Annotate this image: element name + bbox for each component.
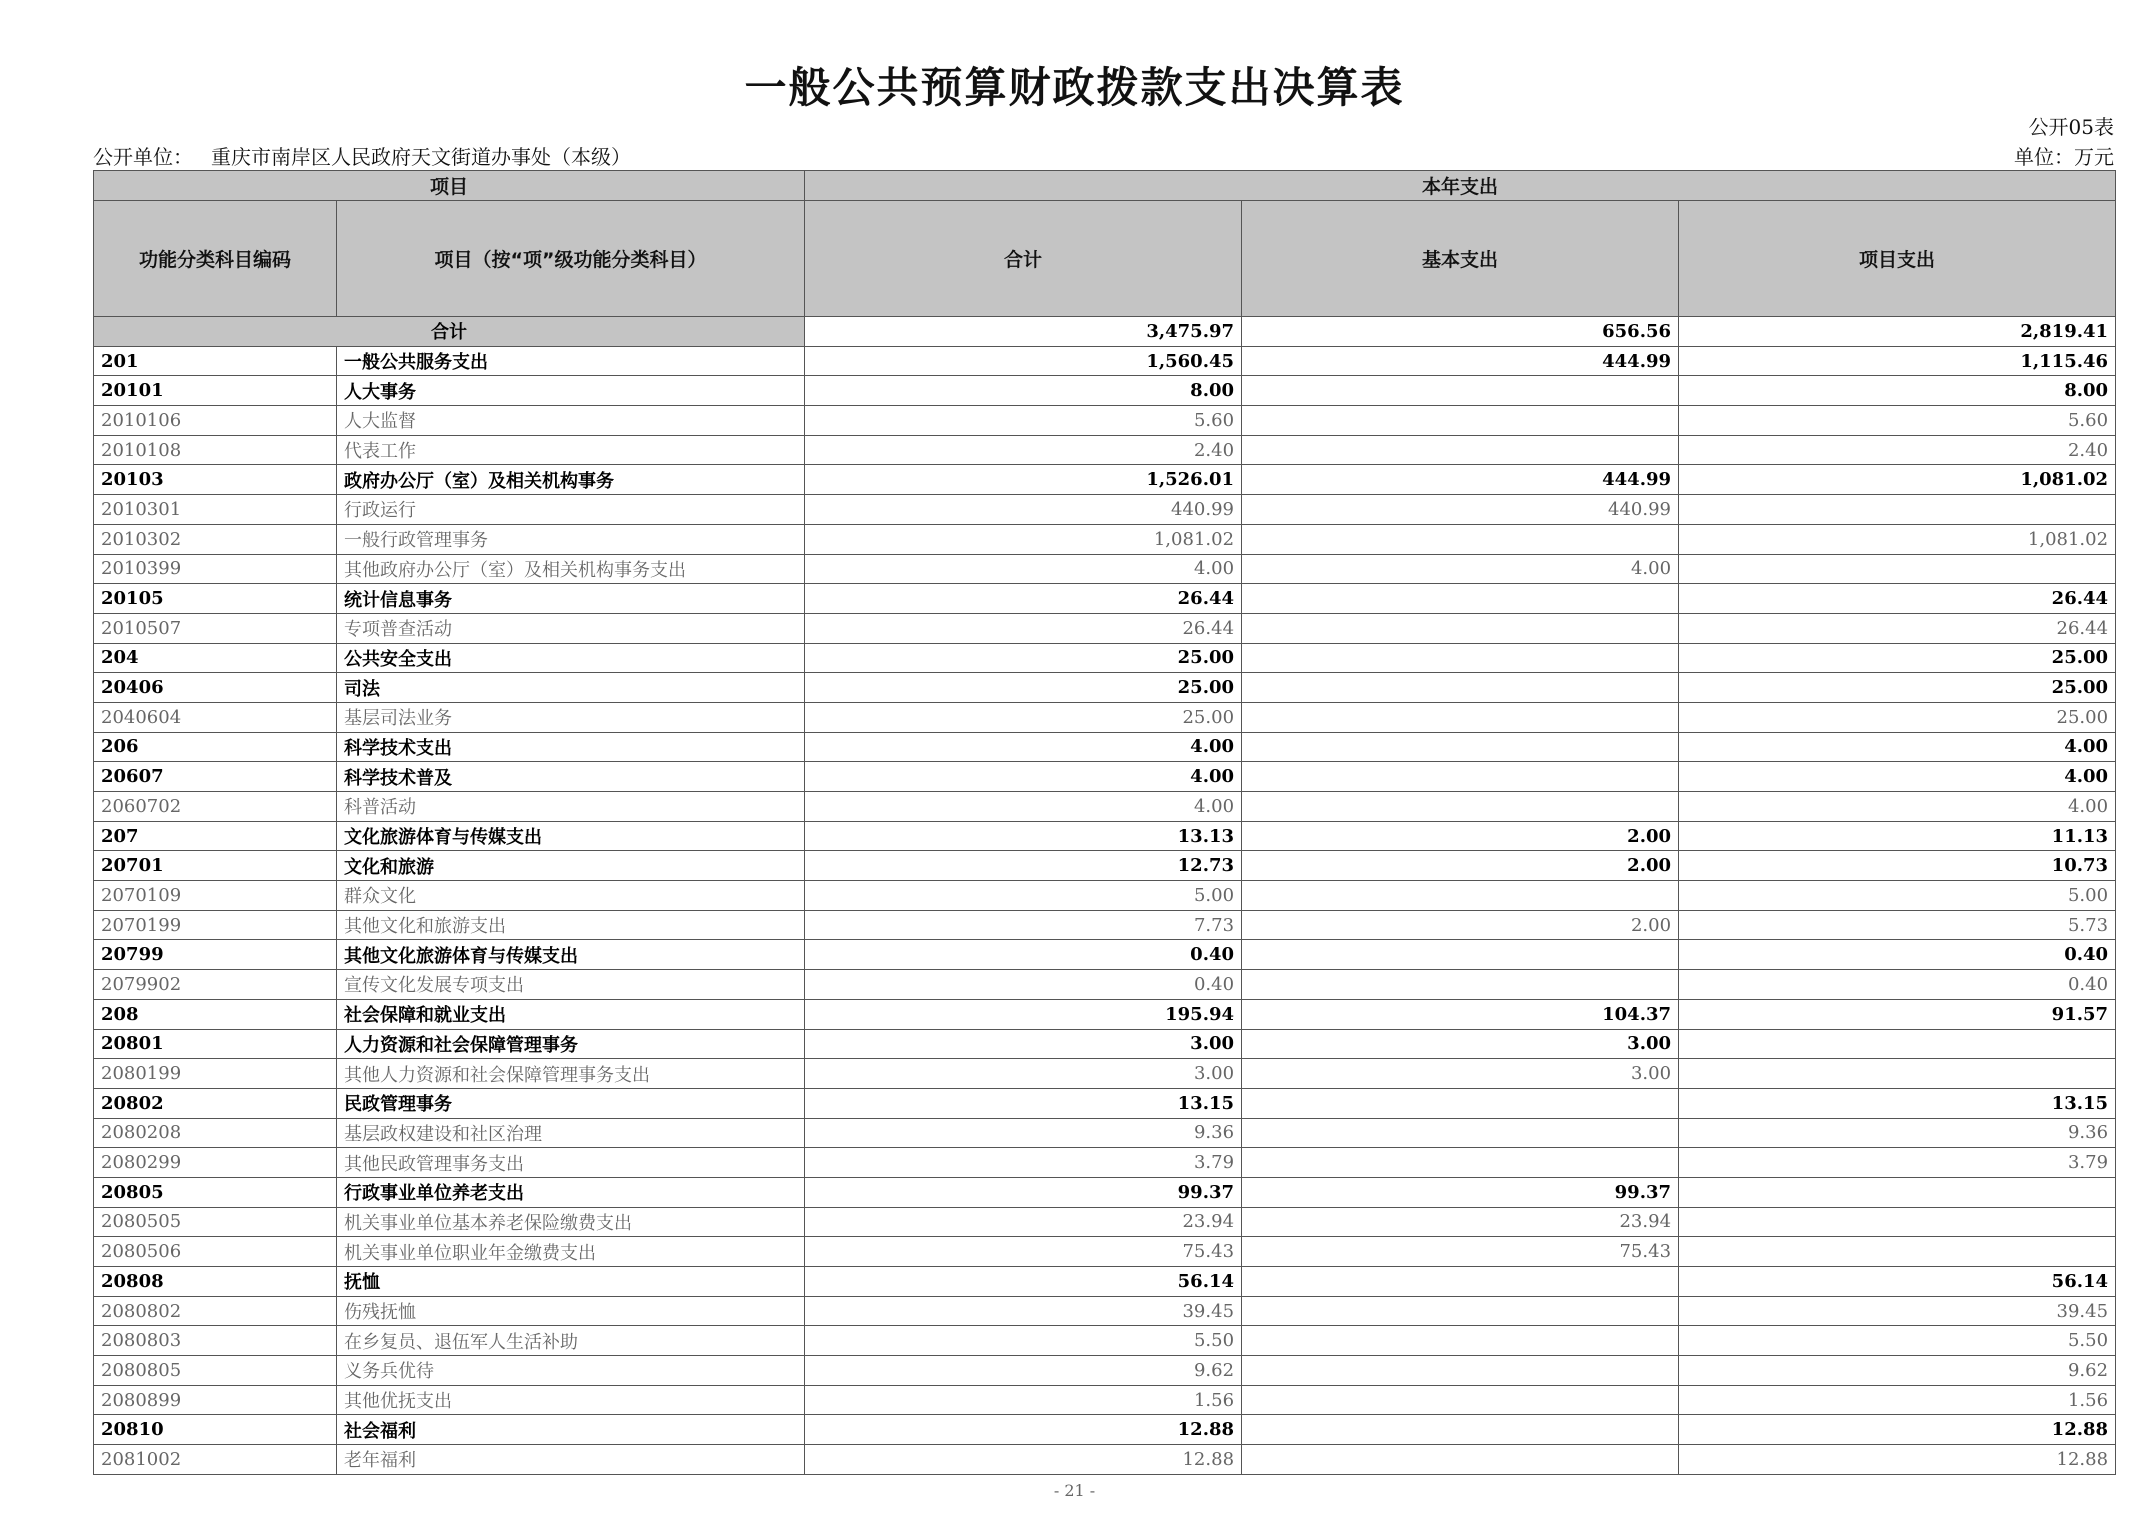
row-project (1679, 554, 2116, 584)
table-row (94, 851, 2116, 881)
row-total: 5.00 (805, 881, 1242, 911)
page-number: - 21 - (1053, 1481, 1096, 1500)
reporting-unit-name: 重庆市南岸区人民政府天文街道办事处（本级） (211, 145, 631, 169)
row-total: 25.00 (805, 702, 1242, 732)
row-project: 5.60 (1679, 406, 2116, 436)
row-project: 12.88 (1679, 1415, 2116, 1445)
row-code: 2010507 (94, 613, 337, 643)
row-name: 抚恤 (337, 1267, 805, 1297)
row-project: 1,115.46 (1679, 346, 2116, 376)
table-row (94, 1059, 2116, 1089)
row-total: 23.94 (805, 1207, 1242, 1237)
row-project (1679, 1177, 2116, 1207)
row-project: 39.45 (1679, 1296, 2116, 1326)
table-row (94, 821, 2116, 851)
row-name: 基层司法业务 (337, 702, 805, 732)
row-basic (1242, 613, 1679, 643)
header-name: 项目（按“项”级功能分类科目） (337, 201, 805, 317)
table-row (94, 465, 2116, 495)
row-code: 2040604 (94, 702, 337, 732)
row-total: 25.00 (805, 643, 1242, 673)
header-project-expense: 项目支出 (1679, 201, 2116, 317)
header-basic: 基本支出 (1242, 201, 1679, 317)
row-total: 1,081.02 (805, 524, 1242, 554)
row-code: 2080802 (94, 1296, 337, 1326)
total-row (94, 317, 2116, 347)
table-row (94, 524, 2116, 554)
row-total: 5.60 (805, 406, 1242, 436)
table-row (94, 702, 2116, 732)
row-name: 其他文化和旅游支出 (337, 910, 805, 940)
expenditure-table (93, 170, 2116, 1475)
table-row (94, 999, 2116, 1029)
row-basic (1242, 584, 1679, 614)
table-row (94, 1237, 2116, 1267)
reporting-unit-label: 公开单位： (93, 145, 193, 169)
row-basic (1242, 673, 1679, 703)
row-name: 义务兵优待 (337, 1356, 805, 1386)
row-name: 在乡复员、退伍军人生活补助 (337, 1326, 805, 1356)
row-name: 文化旅游体育与传媒支出 (337, 821, 805, 851)
row-total: 2.40 (805, 435, 1242, 465)
table-row (94, 1296, 2116, 1326)
row-code: 2010108 (94, 435, 337, 465)
row-code: 20607 (94, 762, 337, 792)
money-unit: 单位：万元 (2014, 145, 2114, 169)
row-project: 1.56 (1679, 1385, 2116, 1415)
row-code: 2010302 (94, 524, 337, 554)
table-row (94, 910, 2116, 940)
table-row (94, 554, 2116, 584)
row-name: 行政事业单位养老支出 (337, 1177, 805, 1207)
row-name: 其他政府办公厅（室）及相关机构事务支出 (337, 554, 805, 584)
row-code: 2080299 (94, 1148, 337, 1178)
row-code: 2080505 (94, 1207, 337, 1237)
header-total: 合计 (805, 201, 1242, 317)
row-code: 2010399 (94, 554, 337, 584)
row-project (1679, 1237, 2116, 1267)
row-total: 75.43 (805, 1237, 1242, 1267)
row-code: 20799 (94, 940, 337, 970)
row-total: 3.79 (805, 1148, 1242, 1178)
table-row (94, 406, 2116, 436)
page-title: 一般公共预算财政拨款支出决算表 (744, 63, 1405, 112)
row-total: 3.00 (805, 1029, 1242, 1059)
row-basic (1242, 376, 1679, 406)
row-basic (1242, 406, 1679, 436)
table-row (94, 1415, 2116, 1445)
row-basic (1242, 1445, 1679, 1475)
row-name: 人力资源和社会保障管理事务 (337, 1029, 805, 1059)
table-row (94, 1118, 2116, 1148)
row-total: 4.00 (805, 762, 1242, 792)
table-row (94, 1148, 2116, 1178)
row-project: 4.00 (1679, 792, 2116, 822)
row-total: 26.44 (805, 584, 1242, 614)
row-project (1679, 495, 2116, 525)
row-project (1679, 1207, 2116, 1237)
table-row (94, 673, 2116, 703)
row-project (1679, 1029, 2116, 1059)
row-total: 12.88 (805, 1445, 1242, 1475)
row-total: 195.94 (805, 999, 1242, 1029)
total-project: 2,819.41 (1679, 317, 2116, 347)
table-row (94, 1207, 2116, 1237)
header-project: 项目 (94, 171, 805, 201)
total-label: 合计 (94, 317, 805, 347)
table-row (94, 495, 2116, 525)
row-basic: 2.00 (1242, 821, 1679, 851)
row-project: 9.36 (1679, 1118, 2116, 1148)
row-project: 8.00 (1679, 376, 2116, 406)
row-code: 208 (94, 999, 337, 1029)
table-row (94, 1326, 2116, 1356)
row-basic (1242, 1385, 1679, 1415)
row-name: 代表工作 (337, 435, 805, 465)
row-basic (1242, 1118, 1679, 1148)
row-name: 基层政权建设和社区治理 (337, 1118, 805, 1148)
row-project: 12.88 (1679, 1445, 2116, 1475)
row-code: 20805 (94, 1177, 337, 1207)
table-row (94, 1267, 2116, 1297)
row-basic (1242, 1088, 1679, 1118)
row-basic (1242, 1267, 1679, 1297)
row-total: 0.40 (805, 940, 1242, 970)
row-total: 3.00 (805, 1059, 1242, 1089)
row-basic (1242, 881, 1679, 911)
row-basic: 104.37 (1242, 999, 1679, 1029)
table-row (94, 762, 2116, 792)
total-basic: 656.56 (1242, 317, 1679, 347)
row-project: 11.13 (1679, 821, 2116, 851)
row-code: 2080199 (94, 1059, 337, 1089)
row-project: 25.00 (1679, 643, 2116, 673)
row-name: 群众文化 (337, 881, 805, 911)
row-code: 2079902 (94, 970, 337, 1000)
row-total: 5.50 (805, 1326, 1242, 1356)
row-name: 其他文化旅游体育与传媒支出 (337, 940, 805, 970)
row-basic (1242, 1415, 1679, 1445)
row-basic (1242, 435, 1679, 465)
row-code: 2070109 (94, 881, 337, 911)
row-project: 13.15 (1679, 1088, 2116, 1118)
row-total: 4.00 (805, 792, 1242, 822)
row-code: 2080803 (94, 1326, 337, 1356)
row-code: 2080208 (94, 1118, 337, 1148)
table-row (94, 732, 2116, 762)
row-code: 20105 (94, 584, 337, 614)
table-row (94, 1029, 2116, 1059)
row-code: 2070199 (94, 910, 337, 940)
row-project: 26.44 (1679, 584, 2116, 614)
row-name: 社会保障和就业支出 (337, 999, 805, 1029)
row-total: 25.00 (805, 673, 1242, 703)
row-total: 12.88 (805, 1415, 1242, 1445)
form-number: 公开05表 (2028, 115, 2114, 139)
row-code: 20808 (94, 1267, 337, 1297)
table-row (94, 435, 2116, 465)
row-project: 9.62 (1679, 1356, 2116, 1386)
table-row (94, 1177, 2116, 1207)
row-basic (1242, 762, 1679, 792)
row-total: 440.99 (805, 495, 1242, 525)
row-name: 政府办公厅（室）及相关机构事务 (337, 465, 805, 495)
row-total: 4.00 (805, 732, 1242, 762)
reporting-unit (93, 141, 631, 170)
row-project: 25.00 (1679, 673, 2116, 703)
row-total: 9.62 (805, 1356, 1242, 1386)
row-project: 4.00 (1679, 732, 2116, 762)
table-row (94, 643, 2116, 673)
row-basic (1242, 792, 1679, 822)
row-code: 201 (94, 346, 337, 376)
header-code: 功能分类科目编码 (94, 201, 337, 317)
row-basic: 3.00 (1242, 1059, 1679, 1089)
table-row (94, 940, 2116, 970)
row-basic (1242, 1326, 1679, 1356)
row-basic (1242, 940, 1679, 970)
row-name: 民政管理事务 (337, 1088, 805, 1118)
row-total: 99.37 (805, 1177, 1242, 1207)
table-row (94, 613, 2116, 643)
row-code: 206 (94, 732, 337, 762)
row-total: 4.00 (805, 554, 1242, 584)
row-total: 1,526.01 (805, 465, 1242, 495)
row-total: 13.15 (805, 1088, 1242, 1118)
row-code: 20810 (94, 1415, 337, 1445)
row-basic (1242, 643, 1679, 673)
row-basic: 99.37 (1242, 1177, 1679, 1207)
row-basic (1242, 702, 1679, 732)
row-name: 其他人力资源和社会保障管理事务支出 (337, 1059, 805, 1089)
row-project: 2.40 (1679, 435, 2116, 465)
header-current-year: 本年支出 (805, 171, 2116, 201)
row-code: 2080899 (94, 1385, 337, 1415)
row-total: 7.73 (805, 910, 1242, 940)
row-total: 8.00 (805, 376, 1242, 406)
row-code: 2080506 (94, 1237, 337, 1267)
row-code: 204 (94, 643, 337, 673)
row-name: 宣传文化发展专项支出 (337, 970, 805, 1000)
total-amount: 3,475.97 (805, 317, 1242, 347)
row-name: 专项普查活动 (337, 613, 805, 643)
row-code: 20406 (94, 673, 337, 703)
row-code: 2060702 (94, 792, 337, 822)
row-name: 机关事业单位基本养老保险缴费支出 (337, 1207, 805, 1237)
row-basic: 440.99 (1242, 495, 1679, 525)
table-row (94, 584, 2116, 614)
row-name: 人大事务 (337, 376, 805, 406)
row-name: 伤残抚恤 (337, 1296, 805, 1326)
row-project: 1,081.02 (1679, 524, 2116, 554)
table-row (94, 376, 2116, 406)
row-name: 其他优抚支出 (337, 1385, 805, 1415)
row-name: 科学技术普及 (337, 762, 805, 792)
row-name: 司法 (337, 673, 805, 703)
row-name: 一般公共服务支出 (337, 346, 805, 376)
row-code: 207 (94, 821, 337, 851)
row-total: 39.45 (805, 1296, 1242, 1326)
table-row (94, 1445, 2116, 1475)
row-name: 公共安全支出 (337, 643, 805, 673)
row-name: 文化和旅游 (337, 851, 805, 881)
row-total: 1,560.45 (805, 346, 1242, 376)
row-total: 1.56 (805, 1385, 1242, 1415)
row-basic (1242, 970, 1679, 1000)
row-basic (1242, 1356, 1679, 1386)
row-basic (1242, 1148, 1679, 1178)
row-code: 20801 (94, 1029, 337, 1059)
row-project: 0.40 (1679, 970, 2116, 1000)
row-name: 其他民政管理事务支出 (337, 1148, 805, 1178)
row-project: 91.57 (1679, 999, 2116, 1029)
row-basic: 4.00 (1242, 554, 1679, 584)
row-name: 统计信息事务 (337, 584, 805, 614)
row-project: 56.14 (1679, 1267, 2116, 1297)
row-name: 机关事业单位职业年金缴费支出 (337, 1237, 805, 1267)
row-code: 2080805 (94, 1356, 337, 1386)
row-code: 20701 (94, 851, 337, 881)
row-project (1679, 1059, 2116, 1089)
table-row (94, 970, 2116, 1000)
row-basic: 23.94 (1242, 1207, 1679, 1237)
row-project: 1,081.02 (1679, 465, 2116, 495)
row-basic (1242, 732, 1679, 762)
row-code: 20103 (94, 465, 337, 495)
row-project: 5.00 (1679, 881, 2116, 911)
row-basic: 3.00 (1242, 1029, 1679, 1059)
table-row (94, 1356, 2116, 1386)
row-total: 26.44 (805, 613, 1242, 643)
row-total: 13.13 (805, 821, 1242, 851)
table-row (94, 881, 2116, 911)
row-basic (1242, 1296, 1679, 1326)
table-row (94, 346, 2116, 376)
row-project: 3.79 (1679, 1148, 2116, 1178)
row-code: 2010301 (94, 495, 337, 525)
table-row (94, 792, 2116, 822)
row-code: 20802 (94, 1088, 337, 1118)
row-project: 5.50 (1679, 1326, 2116, 1356)
row-total: 9.36 (805, 1118, 1242, 1148)
row-code: 2081002 (94, 1445, 337, 1475)
row-name: 科普活动 (337, 792, 805, 822)
row-project: 25.00 (1679, 702, 2116, 732)
row-project: 10.73 (1679, 851, 2116, 881)
row-basic: 444.99 (1242, 346, 1679, 376)
row-basic: 2.00 (1242, 910, 1679, 940)
row-name: 社会福利 (337, 1415, 805, 1445)
row-name: 一般行政管理事务 (337, 524, 805, 554)
table-row (94, 1385, 2116, 1415)
row-name: 人大监督 (337, 406, 805, 436)
row-total: 56.14 (805, 1267, 1242, 1297)
row-total: 12.73 (805, 851, 1242, 881)
row-basic: 444.99 (1242, 465, 1679, 495)
row-project: 4.00 (1679, 762, 2116, 792)
row-basic (1242, 524, 1679, 554)
row-name: 科学技术支出 (337, 732, 805, 762)
table-row (94, 1088, 2116, 1118)
row-code: 2010106 (94, 406, 337, 436)
row-basic: 75.43 (1242, 1237, 1679, 1267)
row-name: 行政运行 (337, 495, 805, 525)
row-code: 20101 (94, 376, 337, 406)
row-project: 26.44 (1679, 613, 2116, 643)
row-name: 老年福利 (337, 1445, 805, 1475)
row-basic: 2.00 (1242, 851, 1679, 881)
row-project: 0.40 (1679, 940, 2116, 970)
row-total: 0.40 (805, 970, 1242, 1000)
row-project: 5.73 (1679, 910, 2116, 940)
